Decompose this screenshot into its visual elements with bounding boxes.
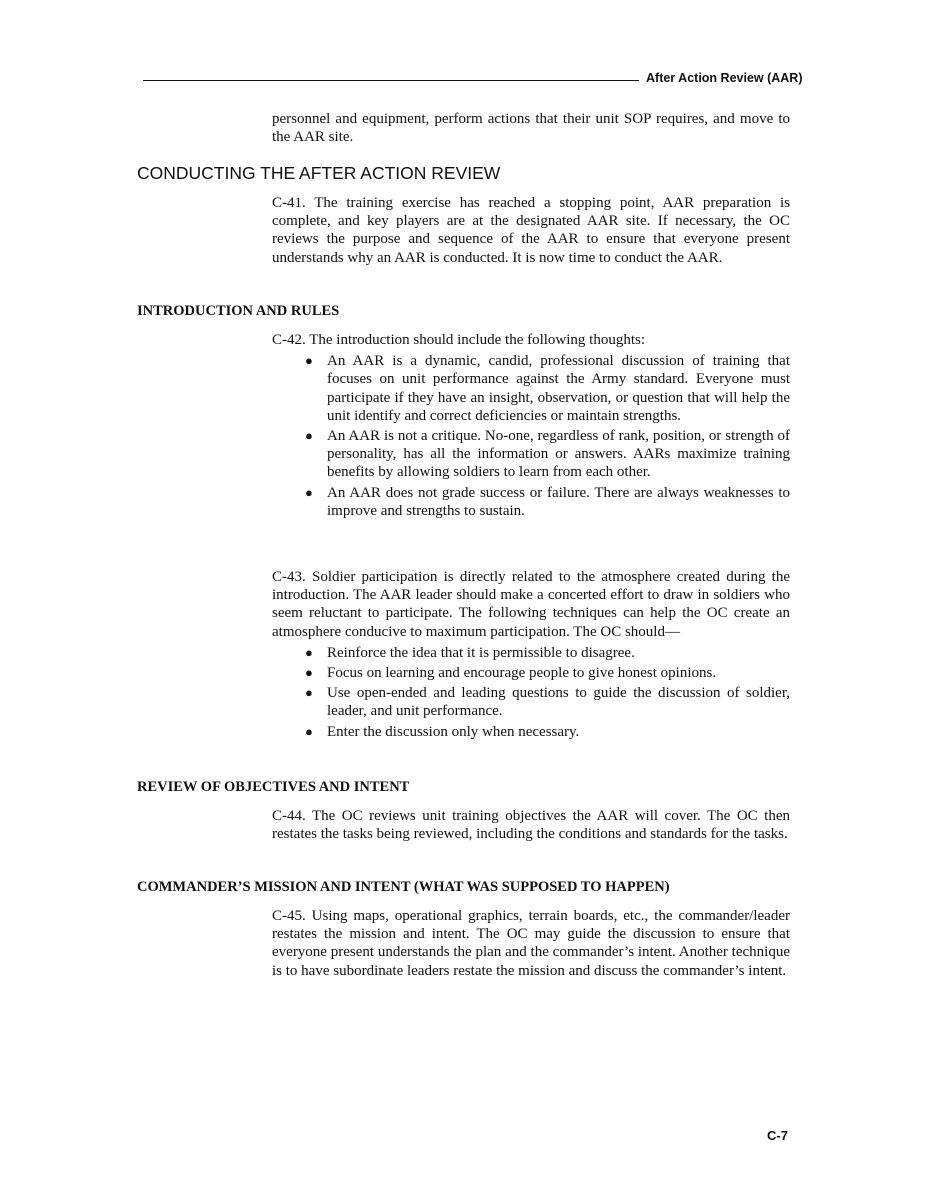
bullet-text: An AAR is not a critique. No-one, regardless of rank, position, or strength of personality, has all the information or answers. AARs maximize training benefits by allowing soldiers to learn from each other. [327,428,790,481]
subheading-commanders-mission: COMMANDER’S MISSION AND INTENT (WHAT WAS SUPPOSED TO HAPPEN) [137,879,670,895]
list-item [272,427,790,482]
paragraph-c43: C-43. Soldier participation is directly related to the atmosphere created during the introduction. The AAR leader should make a concerted effort to draw in soldiers who seem reluctant to participate. The following techniques can help the OC create an atmosphere conducive to maximum participation. The OC should— [272,569,790,640]
running-header-title: After Action Review (AAR) [646,71,803,85]
page-number: C-7 [767,1128,788,1143]
list-item [272,644,790,662]
bullet-icon: ● [305,685,313,701]
participation-bullet-list [272,644,790,741]
paragraph-c44-block [272,807,790,843]
paragraph-c44: C-44. The OC reviews unit training objectives the AAR will cover. The OC then restates the tasks being reviewed, including the conditions and standards for the tasks. [272,808,790,843]
bullet-text: Reinforce the idea that it is permissible to disagree. [327,644,635,661]
intro-rules-block [272,331,790,522]
bullet-icon: ● [305,665,313,681]
paragraph-c41-block [272,194,790,267]
continuation-paragraph: personnel and equipment, perform actions that their unit SOP requires, and move to the AAR site. [272,111,790,146]
subheading-introduction-rules: INTRODUCTION AND RULES [137,303,340,319]
bullet-icon: ● [305,353,313,369]
bullet-text: Use open-ended and leading questions to guide the discussion of soldier, leader, and unit performance. [327,685,790,720]
subheading-review-objectives: REVIEW OF OBJECTIVES AND INTENT [137,779,410,795]
paragraph-c42: C-42. The introduction should include the following thoughts: [272,332,646,348]
intro-bullet-list [272,352,790,520]
bullet-text: An AAR is a dynamic, candid, professional discussion of training that focuses on unit performance against the Army standard. Everyone must participate if they have an insight, observation, or question that will help the unit identify and correct deficiencies or maintain strengths. [327,353,790,424]
bullet-icon: ● [305,723,313,739]
bullet-icon: ● [305,428,313,444]
paragraph-c41: C-41. The training exercise has reached a stopping point, AAR preparation is complete, and key players are at the designated AAR site. If necessary, the OC reviews the purpose and sequence of the AAR to ensure that everyone present understands why an AAR is conducted. It is now time to conduct the AAR. [272,195,790,266]
bullet-text: Focus on learning and encourage people to give honest opinions. [327,665,717,682]
bullet-icon: ● [305,644,313,660]
bullet-text: An AAR does not grade success or failure. There are always weaknesses to improve and strengths to sustain. [327,484,790,519]
list-item [272,664,790,682]
paragraph-c45-block [272,907,790,980]
section-heading-conducting-aar: CONDUCTING THE AFTER ACTION REVIEW [137,163,501,183]
list-item [272,484,790,520]
participation-block [272,568,790,743]
list-item [272,723,790,741]
header-rule [143,80,639,81]
bullet-text: Enter the discussion only when necessary. [327,723,580,740]
continuation-paragraph-block [272,110,790,146]
paragraph-c45: C-45. Using maps, operational graphics, terrain boards, etc., the commander/leader restates the mission and intent. The OC may guide the discussion to ensure that everyone present understands the plan and the commander’s intent. Another technique is to have subordinate leaders restate the mission and discuss the commander’s intent. [272,908,790,979]
bullet-icon: ● [305,484,313,500]
list-item [272,684,790,720]
list-item [272,352,790,425]
